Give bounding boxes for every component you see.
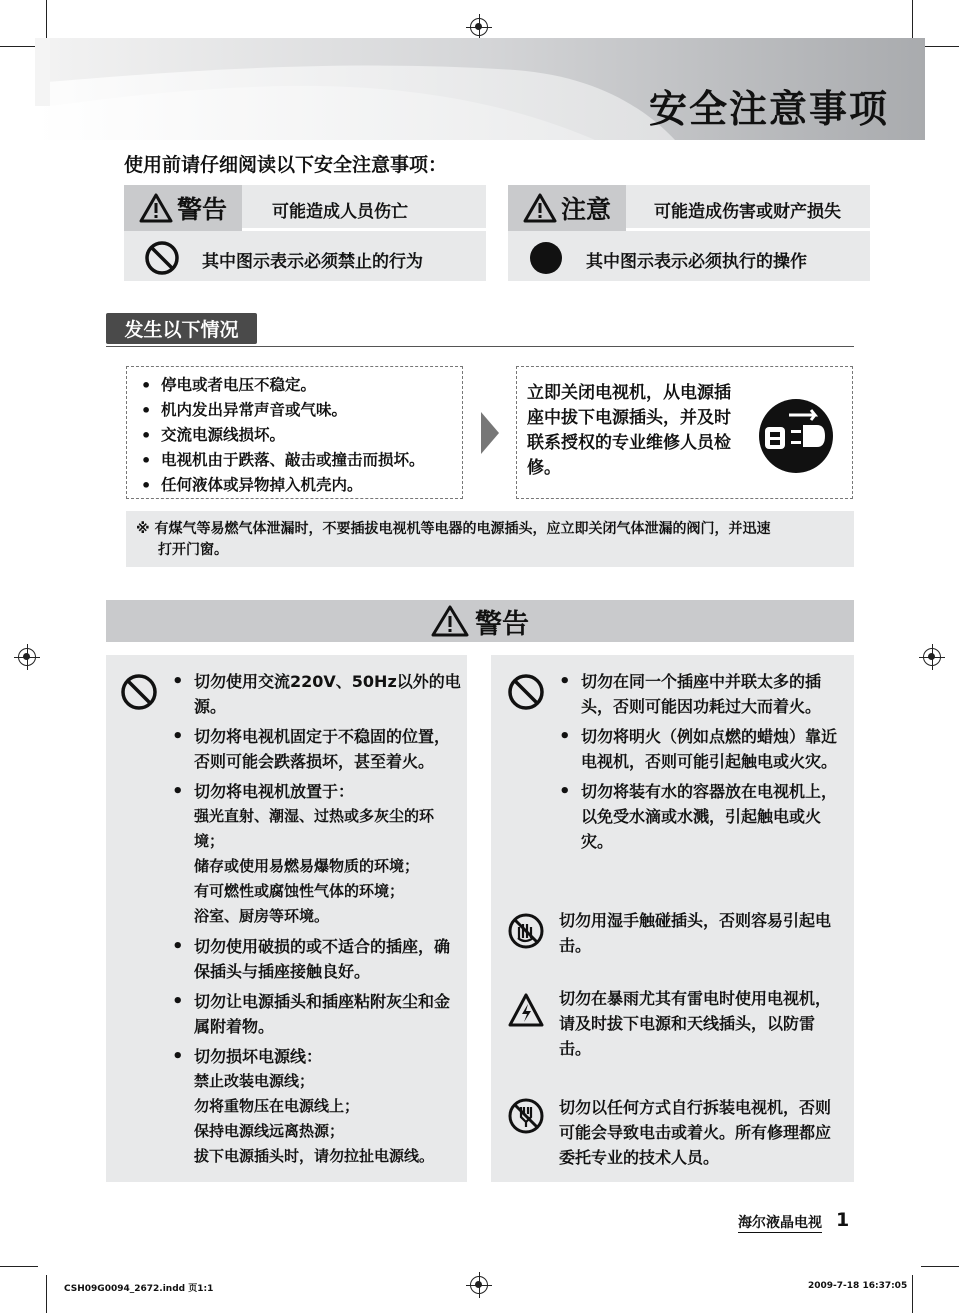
prohibited-icon (120, 673, 158, 711)
legend-caution-tag: 注意 (560, 195, 611, 224)
crop-mark (921, 1266, 959, 1267)
registration-mark-icon (470, 1276, 488, 1294)
print-timestamp: 2009-7-18 16:37:05 (808, 1281, 908, 1291)
list-item: • 切勿损坏电源线： 禁止改装电源线； 勿将重物压在电源线上； 保持电源线远离热源； 拔下电源插头时，请勿拉扯电源线。 (172, 1044, 462, 1169)
registration-mark-icon (923, 648, 941, 666)
note-line-2: 打开门窗。 (158, 542, 228, 558)
file-slug: CSH09G0094_2672.indd 页1:1 (64, 1284, 214, 1294)
mandatory-action-icon (528, 240, 564, 276)
left-warning-list (172, 669, 462, 1174)
warning-section-title: 警告 (475, 608, 529, 640)
lightning-warning: 切勿在暴雨尤其有雷电时使用电视机，请及时拔下电源和天线插头，以防雷击。 (559, 989, 832, 1058)
right-warning-list (559, 669, 845, 859)
disassembly-warning: 切勿以任何方式自行拆装电视机，否则可能会导致电击或着火。所有修理都应委托专业的技术人员。 (559, 1098, 832, 1167)
warning-triangle-icon (431, 605, 469, 637)
legend-warning-tag: 警告 (176, 195, 227, 224)
crop-mark (0, 1266, 38, 1267)
sub-item: 储存或使用易燃易爆物质的环境； (194, 857, 420, 875)
crop-mark (0, 46, 38, 47)
list-item: • 切勿将装有水的容器放在电视机上，以免受水滴或水溅，引起触电或火灾。 (559, 779, 845, 854)
list-item: • 切勿让电源插头和插座粘附灰尘和金属附着物。 (172, 989, 462, 1039)
sub-item: 拔下电源插头时，请勿拉扯电源线。 (194, 1147, 435, 1165)
gas-leak-note (126, 511, 854, 567)
legend-mandatory-desc: 其中图示表示必须执行的操作 (586, 252, 807, 272)
section-divider (106, 346, 854, 347)
prohibited-icon (144, 240, 180, 276)
sub-item: 浴室、厨房等环境。 (194, 907, 330, 925)
sub-item: 有可燃性或腐蚀性气体的环境； (194, 882, 405, 900)
caution-triangle-icon (523, 193, 557, 223)
list-item: • 机内发出异常声音或气味。 (137, 398, 425, 423)
warning-left-panel (106, 655, 467, 1182)
list-item: • 切勿将电视机放置于： 强光直射、潮湿、过热或多灰尘的环境； 储存或使用易燃易爆物质的环境； 有可燃性或腐蚀性气体的环境； 浴室、厨房等环境。 (172, 779, 462, 929)
list-item: • 任何液体或异物掉入机壳内。 (137, 473, 425, 498)
no-disassembly-icon (507, 1097, 545, 1135)
sub-item: 强光直射、潮湿、过热或多灰尘的环境； (194, 807, 435, 850)
crop-mark (46, 1275, 47, 1313)
crop-mark (912, 1275, 913, 1313)
unplug-icon (757, 397, 835, 475)
note-line-1: ※ 有煤气等易燃气体泄漏时，不要插拔电视机等电器的电源插头，应立即关闭气体泄漏的阀门，并迅速 (136, 521, 771, 537)
warning-section-header (106, 600, 854, 642)
arrow-right-icon (479, 410, 501, 456)
list-item: • 切勿将电视机固定于不稳固的位置，否则可能会跌落损坏，甚至着火。 (172, 724, 462, 774)
list-item: • 切勿使用交流220V、50Hz以外的电源。 (172, 669, 462, 719)
electric-shock-icon (507, 992, 545, 1030)
action-box (516, 366, 853, 499)
crop-mark (921, 46, 959, 47)
list-item: • 切勿在同一个插座中并联太多的插头，否则可能因功耗过大而着火。 (559, 669, 845, 719)
registration-mark-icon (18, 648, 36, 666)
situations-list-box (126, 366, 463, 499)
wet-hands-warning: 切勿用湿手触碰插头，否则容易引起电击。 (559, 911, 832, 955)
list-item: • 电视机由于跌落、敲击或撞击而损坏。 (137, 448, 425, 473)
list-item: • 交流电源线损坏。 (137, 423, 425, 448)
legend-prohibited-desc: 其中图示表示必须禁止的行为 (202, 252, 423, 272)
intro-text: 使用前请仔细阅读以下安全注意事项： (124, 154, 448, 176)
sub-item: 勿将重物压在电源线上； (194, 1097, 360, 1115)
sub-item: 保持电源线远离热源； (194, 1122, 345, 1140)
prohibited-icon (507, 673, 545, 711)
legend-caution-desc: 可能造成伤害或财产损失 (654, 202, 841, 222)
list-item: • 停电或者电压不稳定。 (137, 373, 425, 398)
situations-title: 发生以下情况 (106, 313, 257, 344)
no-wet-hands-icon (507, 912, 545, 950)
legend-warning (124, 185, 486, 281)
sub-item: 禁止改装电源线； (194, 1072, 315, 1090)
warning-triangle-icon (139, 193, 173, 223)
page-title: 安全注意事项 (648, 87, 889, 131)
legend-caution (508, 185, 870, 281)
situations-list (137, 373, 425, 498)
action-text: 立即关闭电视机，从电源插座中拔下电源插头，并及时联系授权的专业维修人员检修。 (527, 383, 731, 478)
page-number: 1 (836, 1209, 850, 1231)
list-item: • 切勿使用破损的或不适合的插座，确保插头与插座接触良好。 (172, 934, 462, 984)
legend-warning-desc: 可能造成人员伤亡 (272, 202, 408, 222)
footer-brand: 海尔液晶电视 (738, 1212, 822, 1233)
list-item: • 切勿将明火（例如点燃的蜡烛）靠近电视机，否则可能引起触电或火灾。 (559, 724, 845, 774)
warning-right-panel (491, 655, 854, 1182)
